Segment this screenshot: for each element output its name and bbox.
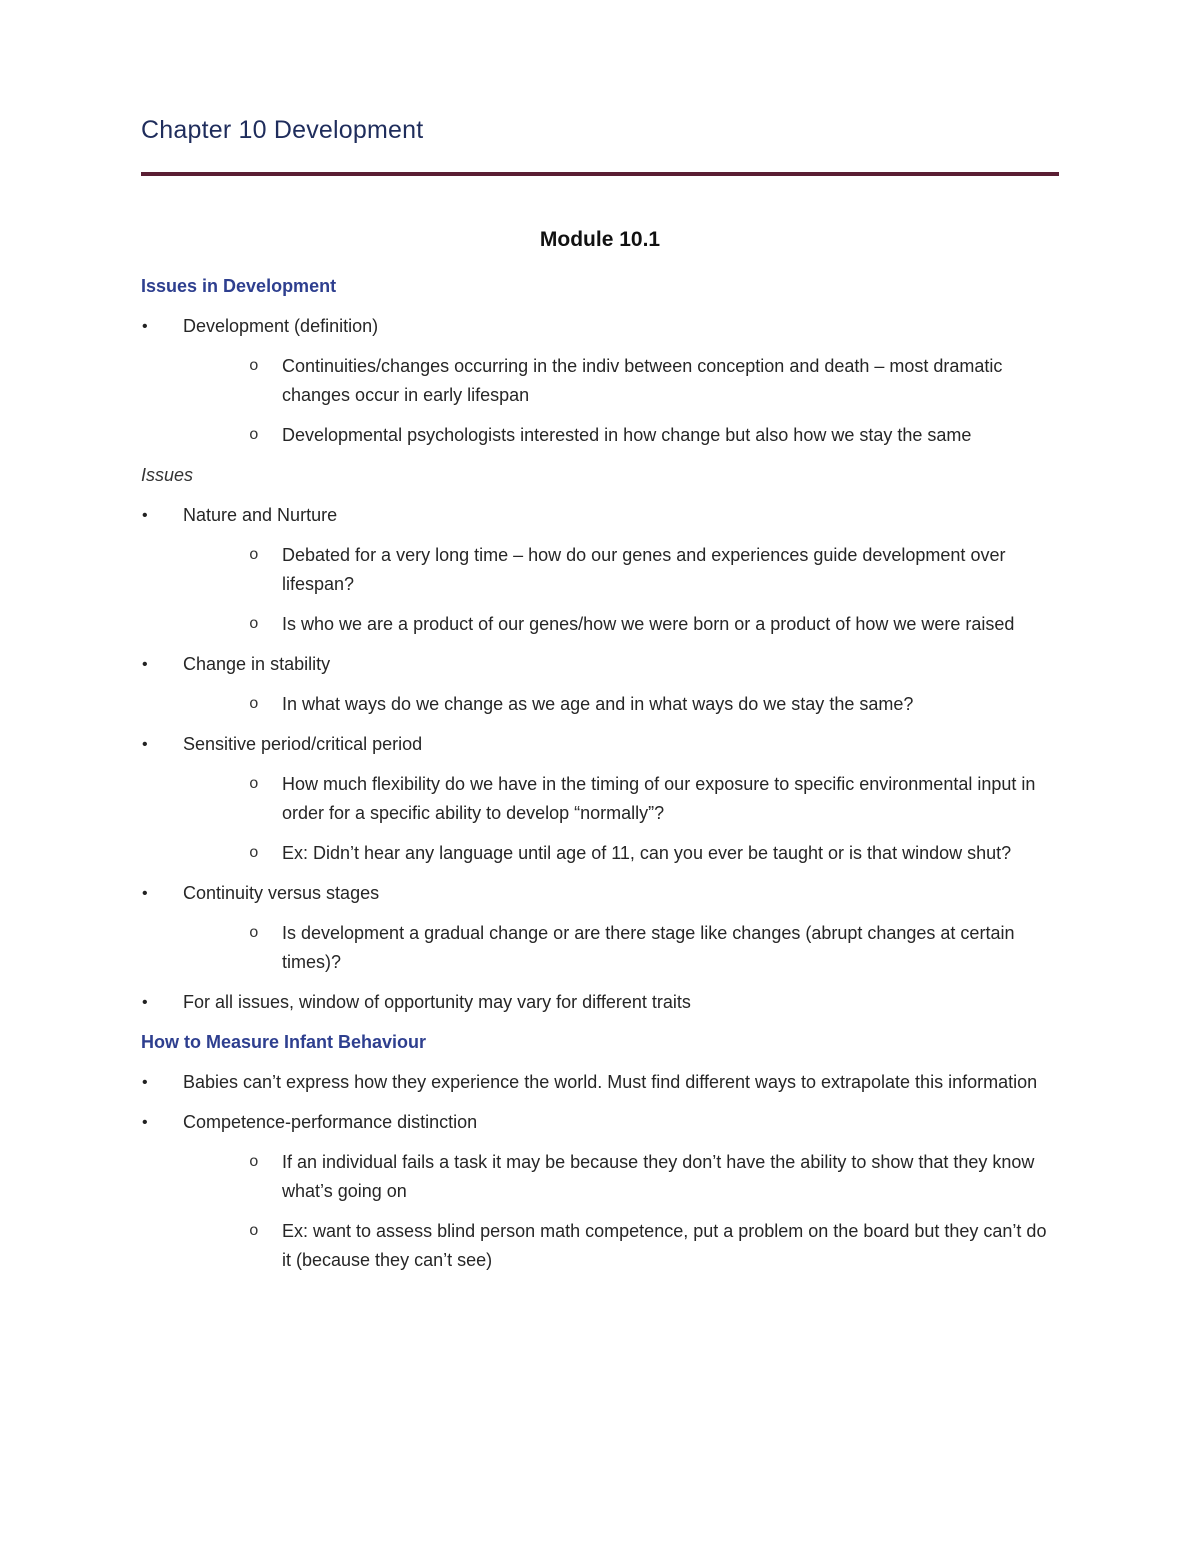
bullet-text: Ex: want to assess blind person math competence, put a problem on the board but they can’t do it (because they can’t see)	[282, 1221, 1047, 1270]
bullet-item	[141, 879, 1059, 908]
section-heading: Issues in Development	[141, 276, 337, 296]
sub-bullet-marker-icon: o	[249, 615, 259, 633]
bullet-text: Is who we are a product of our genes/how we were born or a product of how we were raised	[282, 614, 1015, 634]
document-title: Chapter 10 Development	[141, 116, 424, 144]
sub-bullet-item	[141, 1148, 1052, 1206]
module-heading: Module 10.1	[539, 228, 661, 251]
sub-bullet-marker-icon: o	[249, 1153, 259, 1171]
bullet-item	[141, 1108, 1059, 1137]
bullet-item	[141, 730, 1059, 759]
bullet-text: Babies can’t express how they experience the world. Must find different ways to extrapolate this information	[183, 1072, 1038, 1092]
sub-bullet-marker-icon: o	[249, 844, 259, 862]
bullet-item	[141, 1068, 1059, 1097]
bullet-marker-icon: •	[142, 507, 148, 524]
bullet-marker-icon: •	[142, 736, 148, 753]
bullet-text: Developmental psychologists interested in how change but also how we stay the same	[282, 425, 972, 445]
bullet-marker-icon: •	[142, 656, 148, 673]
bullet-item	[141, 650, 1059, 679]
sub-bullet-item	[141, 541, 1052, 599]
bullet-item	[141, 501, 1059, 530]
bullet-marker-icon: •	[142, 1074, 148, 1091]
bullet-text: Development (definition)	[183, 316, 379, 336]
bullet-text: In what ways do we change as we age and in what ways do we stay the same?	[282, 694, 914, 714]
title-divider	[141, 172, 1059, 176]
bullet-marker-icon: •	[142, 994, 148, 1011]
section-heading: How to Measure Infant Behaviour	[141, 1032, 427, 1052]
bullet-text: If an individual fails a task it may be because they don’t have the ability to show that they know what’s going on	[282, 1152, 1035, 1201]
sub-bullet-marker-icon: o	[249, 775, 259, 793]
bullet-item	[141, 312, 1059, 341]
bullet-text: Is development a gradual change or are there stage like changes (abrupt changes at certain times)?	[282, 923, 1015, 972]
bullet-item	[141, 988, 1059, 1017]
bullet-marker-icon: •	[142, 885, 148, 902]
subsection-label: Issues	[141, 465, 194, 485]
bullet-text: Debated for a very long time – how do our genes and experiences guide development over lifespan?	[282, 545, 1006, 594]
bullet-text: Competence-performance distinction	[183, 1112, 478, 1132]
bullet-text: Nature and Nurture	[183, 505, 338, 525]
bullet-text: Continuities/changes occurring in the indiv between conception and death – most dramatic changes occur in early lifespan	[282, 356, 1003, 405]
bullet-text: For all issues, window of opportunity may vary for different traits	[183, 992, 691, 1012]
sub-bullet-item	[141, 610, 1052, 639]
sub-bullet-item	[141, 421, 1052, 450]
sub-bullet-marker-icon: o	[249, 357, 259, 375]
sub-bullet-item	[141, 839, 1052, 868]
bullet-marker-icon: •	[142, 318, 148, 335]
sub-bullet-marker-icon: o	[249, 1222, 259, 1240]
bullet-text: Continuity versus stages	[183, 883, 380, 903]
sub-bullet-item	[141, 352, 1052, 410]
sub-bullet-marker-icon: o	[249, 546, 259, 564]
sub-bullet-item	[141, 770, 1052, 828]
bullet-text: How much flexibility do we have in the timing of our exposure to specific environmental input in order for a specific ability to develop “normally”?	[282, 774, 1036, 823]
sub-bullet-marker-icon: o	[249, 924, 259, 942]
bullet-marker-icon: •	[142, 1114, 148, 1131]
bullet-text: Sensitive period/critical period	[183, 734, 423, 754]
sub-bullet-item	[141, 690, 1052, 719]
bullet-text: Ex: Didn’t hear any language until age of 11, can you ever be taught or is that window shut?	[282, 843, 1012, 863]
document-body	[141, 272, 1059, 1286]
sub-bullet-marker-icon: o	[249, 695, 259, 713]
sub-bullet-item	[141, 919, 1052, 977]
sub-bullet-marker-icon: o	[249, 426, 259, 444]
sub-bullet-item	[141, 1217, 1052, 1275]
bullet-text: Change in stability	[183, 654, 331, 674]
